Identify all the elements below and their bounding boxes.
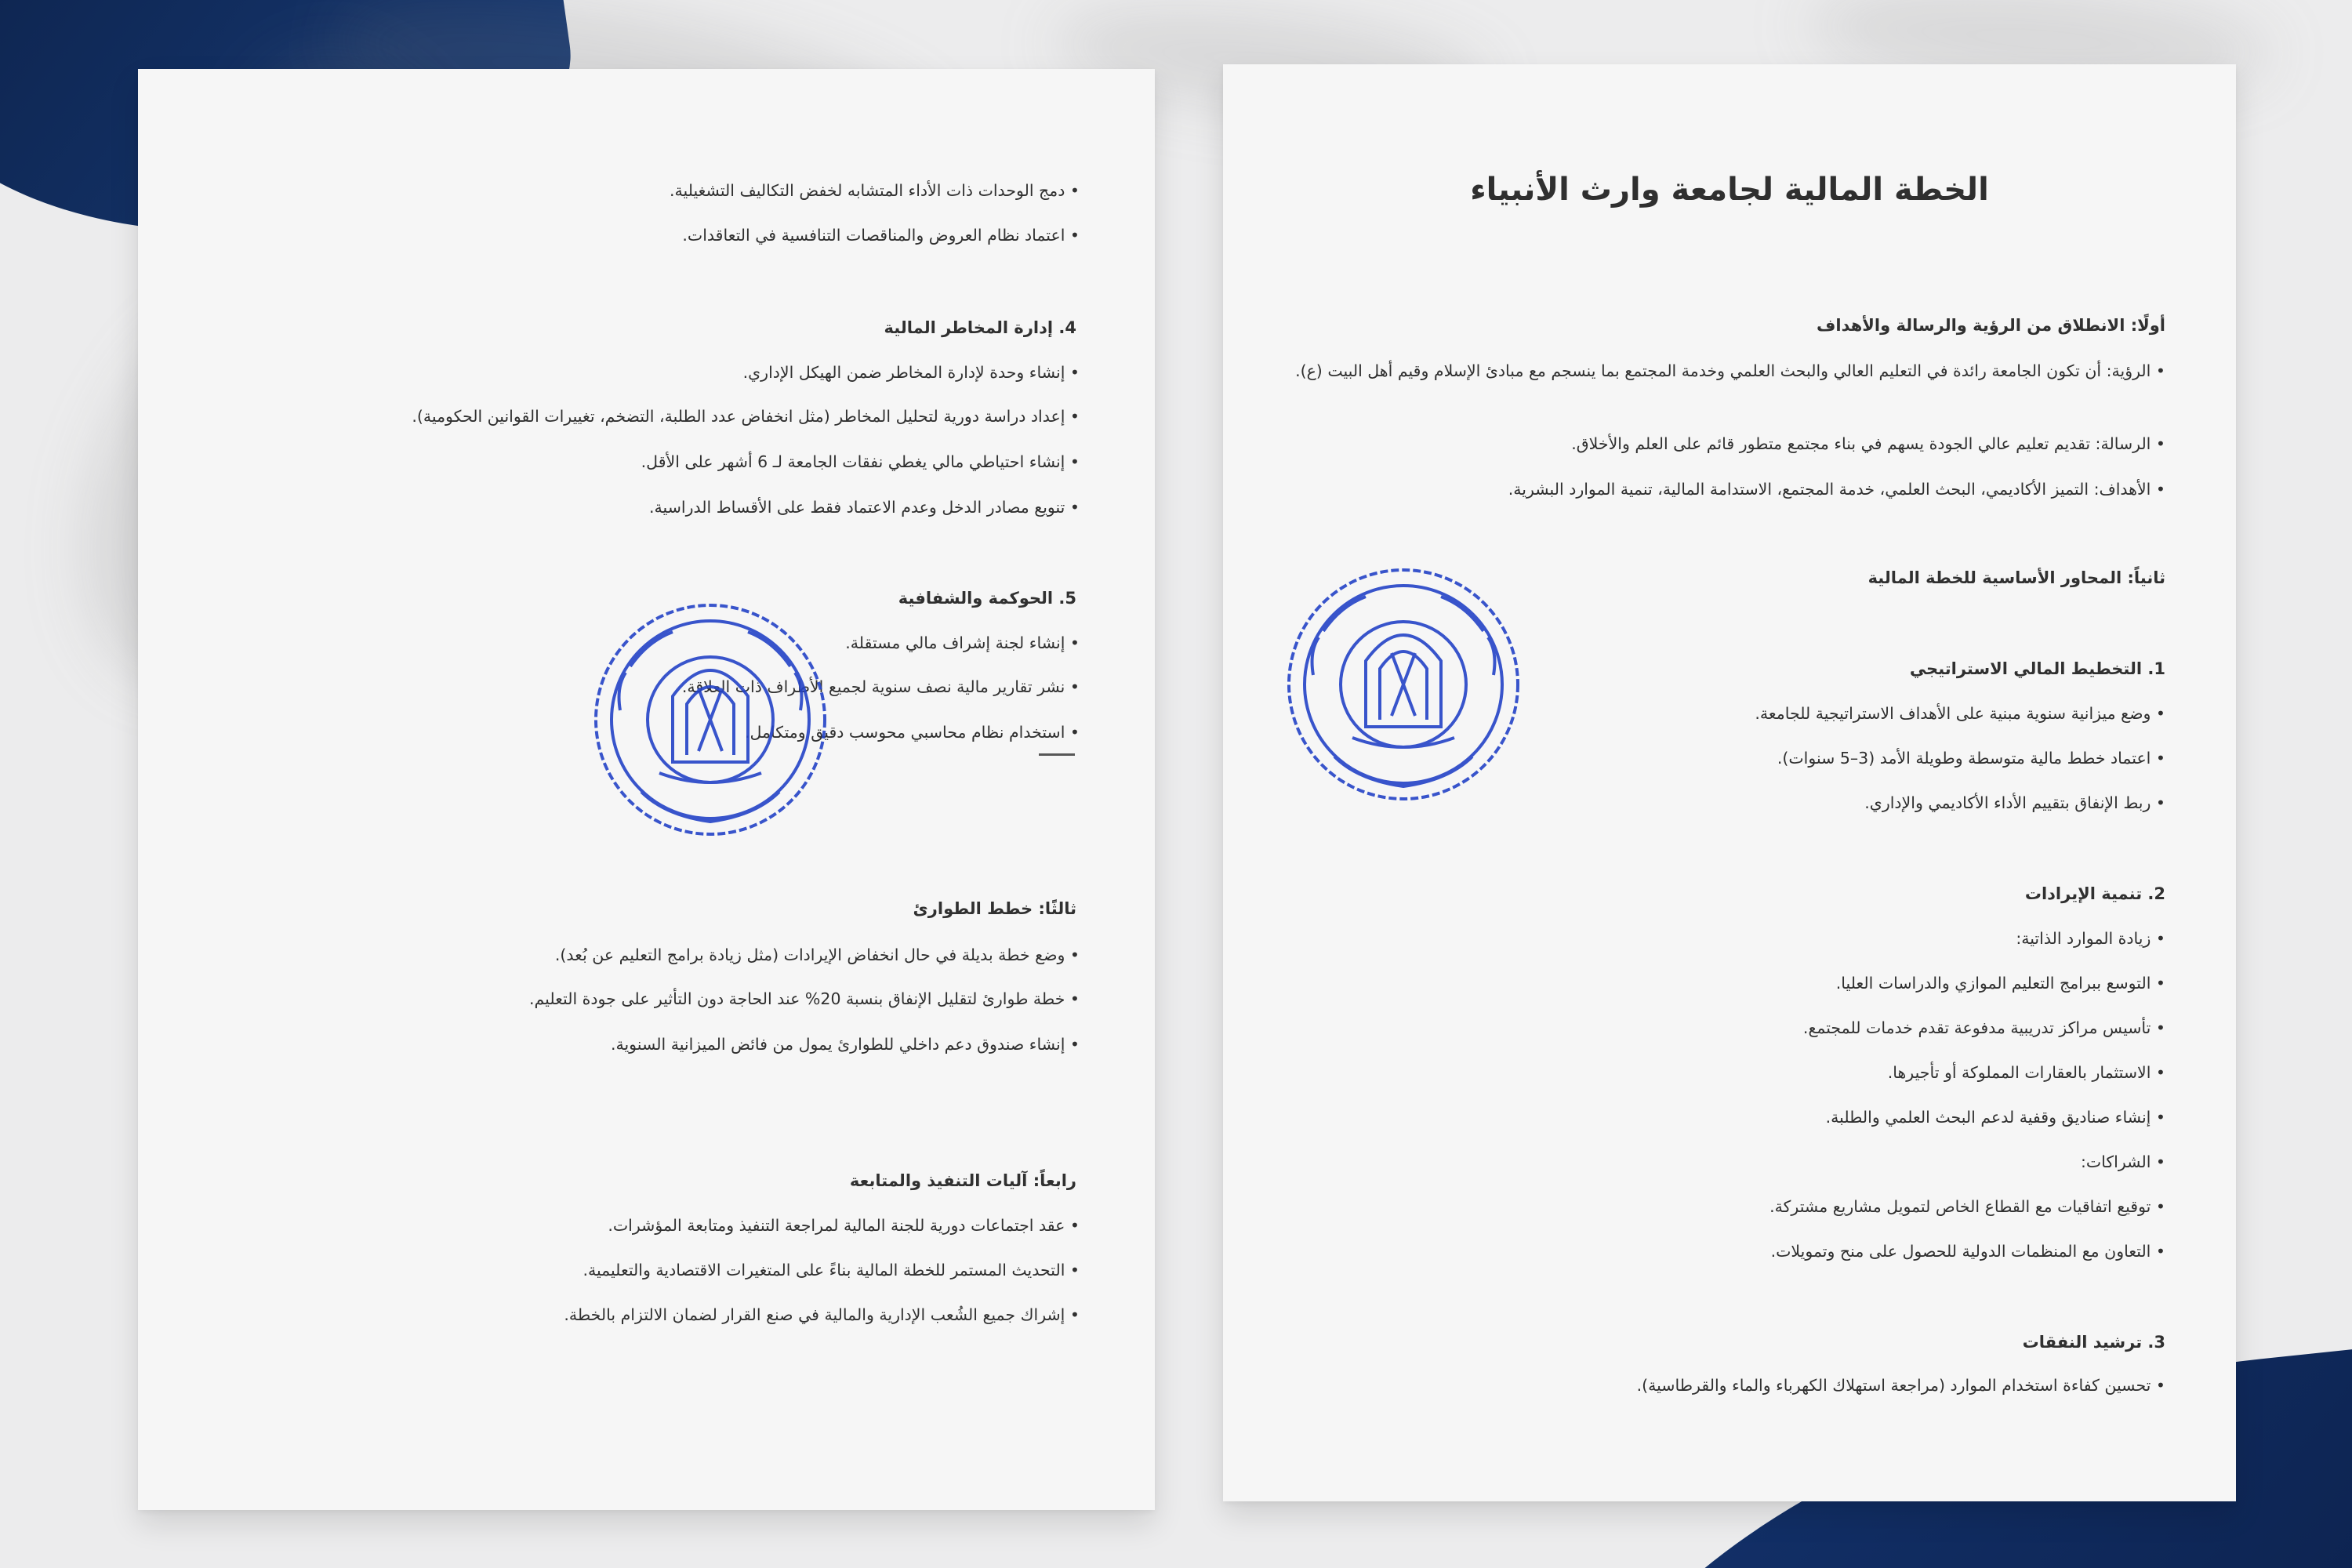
line: • وضع ميزانية سنوية مبنية على الأهداف الاستراتيجية للجامعة. (1755, 704, 2165, 723)
line: • اعتماد نظام العروض والمناقصات التنافسية في التعاقدات. (682, 226, 1080, 245)
line: • تنويع مصادر الدخل وعدم الاعتماد فقط على الأقساط الدراسية. (649, 498, 1080, 517)
line: • الشراكات: (2080, 1152, 2165, 1171)
line: • إنشاء صناديق وقفية لدعم البحث العلمي والطلبة. (1825, 1108, 2165, 1127)
section-divider (1039, 753, 1075, 756)
section-heading: 1. التخطيط المالي الاستراتيجي (1909, 659, 2165, 678)
line: • إنشاء لجنة إشراف مالي مستقلة. (845, 633, 1080, 652)
right-page-content (1223, 64, 2236, 1501)
line: • تحسين كفاءة استخدام الموارد (مراجعة استهلاك الكهرباء والماء والقرطاسية). (1636, 1376, 2165, 1395)
line: • ربط الإنفاق بتقييم الأداء الأكاديمي والإداري. (1864, 793, 2165, 812)
line: • الاستثمار بالعقارات المملوكة أو تأجيرها. (1887, 1063, 2165, 1082)
line: • زيادة الموارد الذاتية: (2016, 929, 2165, 948)
left-page (138, 69, 1155, 1510)
line: • وضع خطة بديلة في حال انخفاض الإيرادات (مثل زيادة برامج التعليم عن بُعد). (554, 946, 1080, 964)
section-heading: 4. إدارة المخاطر المالية (884, 318, 1076, 337)
line: • تأسيس مراكز تدريبية مدفوعة تقدم خدمات للمجتمع. (1802, 1018, 2165, 1037)
line: • التحديث المستمر للخطة المالية بناءً على المتغيرات الاقتصادية والتعليمية. (583, 1261, 1080, 1279)
line: • اعتماد خطط مالية متوسطة وطويلة الأمد (3–5 سنوات). (1777, 749, 2165, 768)
line: • خطة طوارئ لتقليل الإنفاق بنسبة 20% عند الحاجة دون التأثير على جودة التعليم. (529, 989, 1080, 1008)
section-heading: 5. الحوكمة والشفافية (898, 589, 1076, 608)
line: • إشراك جميع الشُعب الإدارية والمالية في صنع القرار لضمان الالتزام بالخطة. (564, 1305, 1080, 1324)
section-heading: أولًا: الانطلاق من الرؤية والرسالة والأهداف (1817, 316, 2165, 335)
line: • إنشاء صندوق دعم داخلي للطوارئ يمول من فائض الميزانية السنوية. (610, 1035, 1080, 1054)
line: • دمج الوحدات ذات الأداء المتشابه لخفض التكاليف التشغيلية. (670, 181, 1080, 200)
section-heading: ثالثًا: خطط الطوارئ (913, 899, 1076, 918)
university-seal-stamp (585, 594, 836, 845)
right-page (1223, 64, 2236, 1501)
line: • استخدام نظام محاسبي محوسب دقيق ومتكامل. (745, 723, 1080, 742)
line: • التوسع ببرامج التعليم الموازي والدراسات العليا. (1835, 974, 2165, 993)
line: • الرسالة: تقديم تعليم عالي الجودة يسهم في بناء مجتمع متطور قائم على العلم والأخلاق. (1571, 434, 2165, 453)
section-heading: 2. تنمية الإيرادات (2024, 884, 2165, 903)
university-seal-stamp (1278, 559, 1529, 810)
line: • إعداد دراسة دورية لتحليل المخاطر (مثل انخفاض عدد الطلبة، التضخم، تغييرات القوانين الحكومية). (412, 407, 1080, 426)
section-heading: 3. ترشيد النفقات (2022, 1333, 2165, 1352)
page-title: الخطة المالية لجامعة وارث الأنبياء (1470, 172, 1989, 208)
line: • إنشاء وحدة لإدارة المخاطر ضمن الهيكل الإداري. (742, 363, 1080, 382)
line: • توقيع اتفاقيات مع القطاع الخاص لتمويل مشاريع مشتركة. (1769, 1197, 2165, 1216)
line: • إنشاء احتياطي مالي يغطي نفقات الجامعة لـ 6 أشهر على الأقل. (641, 452, 1080, 471)
line: • الأهداف: التميز الأكاديمي، البحث العلمي، خدمة المجتمع، الاستدامة المالية، تنمية الموارد البشرية. (1508, 480, 2165, 499)
line: • نشر تقارير مالية نصف سنوية لجميع الأطراف ذات العلاقة. (681, 677, 1080, 696)
section-heading: رابعاً: آليات التنفيذ والمتابعة (849, 1171, 1076, 1190)
left-page-content (138, 69, 1155, 1510)
line: • التعاون مع المنظمات الدولية للحصول على منح وتمويلات. (1770, 1242, 2165, 1261)
section-heading: ثانياً: المحاور الأساسية للخطة المالية (1867, 568, 2165, 587)
line: • عقد اجتماعات دورية للجنة المالية لمراجعة التنفيذ ومتابعة المؤشرات. (608, 1216, 1080, 1235)
line: • الرؤية: أن تكون الجامعة رائدة في التعليم العالي والبحث العلمي وخدمة المجتمع بما ينسجم مع مبادئ الإسلام وقيم أهل البيت (ع). (1295, 361, 2165, 380)
